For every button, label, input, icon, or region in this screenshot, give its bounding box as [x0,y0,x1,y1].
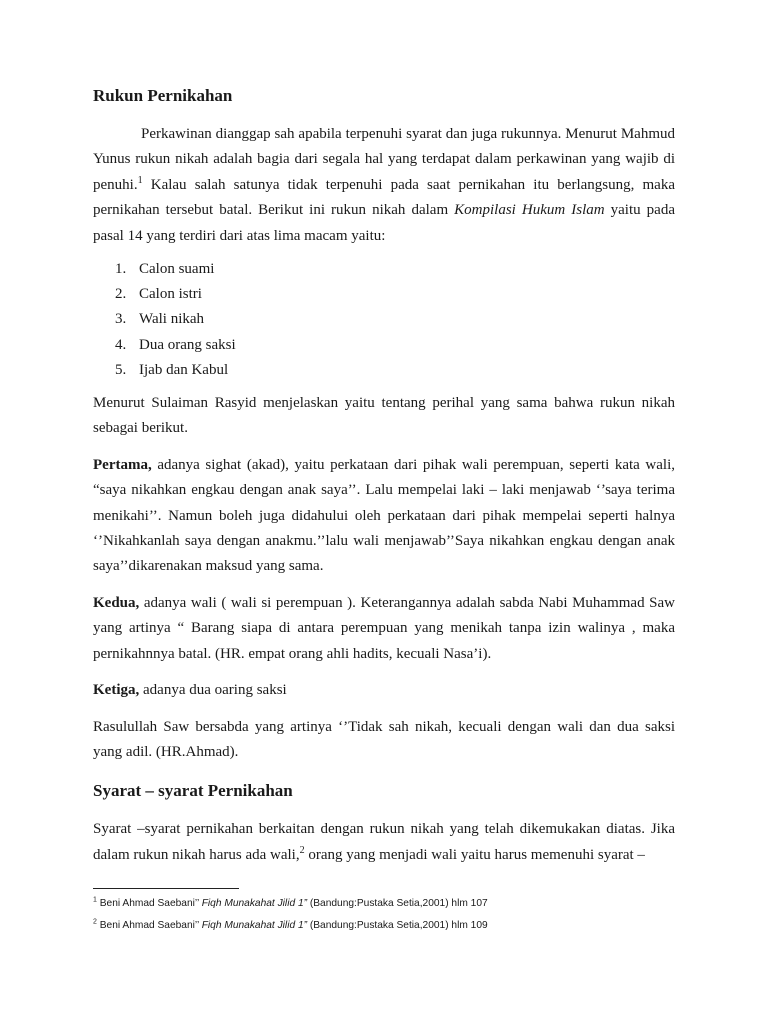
syarat-paragraph: Syarat –syarat pernikahan berkaitan dengan rukun nikah yang telah dikemukakan diatas. Jika dalam rukun nikah harus ada wali,$^2$ orang yang menjadi wali yaitu harus memenuhi syarat – [93,821,675,863]
footnote-ref-1[interactable]: 1 [137,174,143,186]
footnotes [93,888,683,941]
section-heading-syarat: Syarat – syarat Pernikahan [93,781,293,801]
ketiga-paragraph: Ketiga, adanya dua oaring saksi [93,682,287,699]
footnote-ref-2[interactable]: 2 [299,844,305,856]
intro-paragraph: Perkawinan dianggap sah apabila terpenuhi syarat dan juga rukunnya. Menurut Mahmud Yunus rukun nikah adalah bagia dari segala hal yang terdapat dalam perkawinan yang wajib di penuhi.$^1$ Kalau salah satunya tidak terpenuhi pada saat pernikahan itu berlangsung, maka pernikahan tersebut batal. Berikut ini rukun nikah dalam Kompilasi Hukum Islam yaitu pada pasal 14 yang terdiri dari atas lima macam yaitu: [93,126,675,244]
list-item: 1. Calon suami [115,261,215,278]
document-body [93,84,675,879]
section-heading-rukun: Rukun Pernikahan [93,86,233,105]
list-item: 2. Calon istri [115,286,202,303]
rukun-list [93,257,675,383]
footnote-separator [93,888,239,889]
pertama-paragraph: Pertama, adanya sighat (akad), yaitu perkataan dari pihak wali perempuan, seperti kata wali, “saya nikahkan engkau dengan anak saya’’. Lalu mempelai laki – laki menjawab ‘’saya terima menikahi’’. Namun boleh juga didahului oleh perkataan dari pihak mempelai seperti halnya ‘’Nikahkanlah saya dengan anakmu.’’lalu wali menjawab’’Saya nikahkan engkau dengan anak saya’’dikarenakan maksud yang sama. [93,456,675,575]
sulaiman-paragraph: Menurut Sulaiman Rasyid menjelaskan yaitu tentang perihal yang sama bahwa rukun nikah sebagai berikut. [93,395,675,437]
list-item: 4. Dua orang saksi [115,336,236,353]
list-item: 5. Ijab dan Kabul [115,361,229,378]
list-item: 3. Wali nikah [115,311,205,328]
footnote-1: $^1$ Beni Ahmad Saebani’’ Fiqh Munakahat Jilid 1” (Bandung:Pustaka Setia,2001) hlm 107 [93,896,488,909]
kedua-paragraph: Kedua, adanya wali ( wali si perempuan ). Keterangannya adalah sabda Nabi Muhammad Saw yang artinya “ Barang siapa di antara perempuan yang menikah tanpa izin walinya , maka pernikahnnya batal. (HR. empat orang ahli hadits, kecuali Nasa’i). [93,594,675,662]
rasulullah-paragraph: Rasulullah Saw bersabda yang artinya ‘’Tidak sah nikah, kecuali dengan wali dan dua saksi yang adil. (HR.Ahmad). [93,718,675,760]
footnote-2: $^2$ Beni Ahmad Saebani’’ Fiqh Munakahat Jilid 1” (Bandung:Pustaka Setia,2001) hlm 109 [93,918,488,931]
